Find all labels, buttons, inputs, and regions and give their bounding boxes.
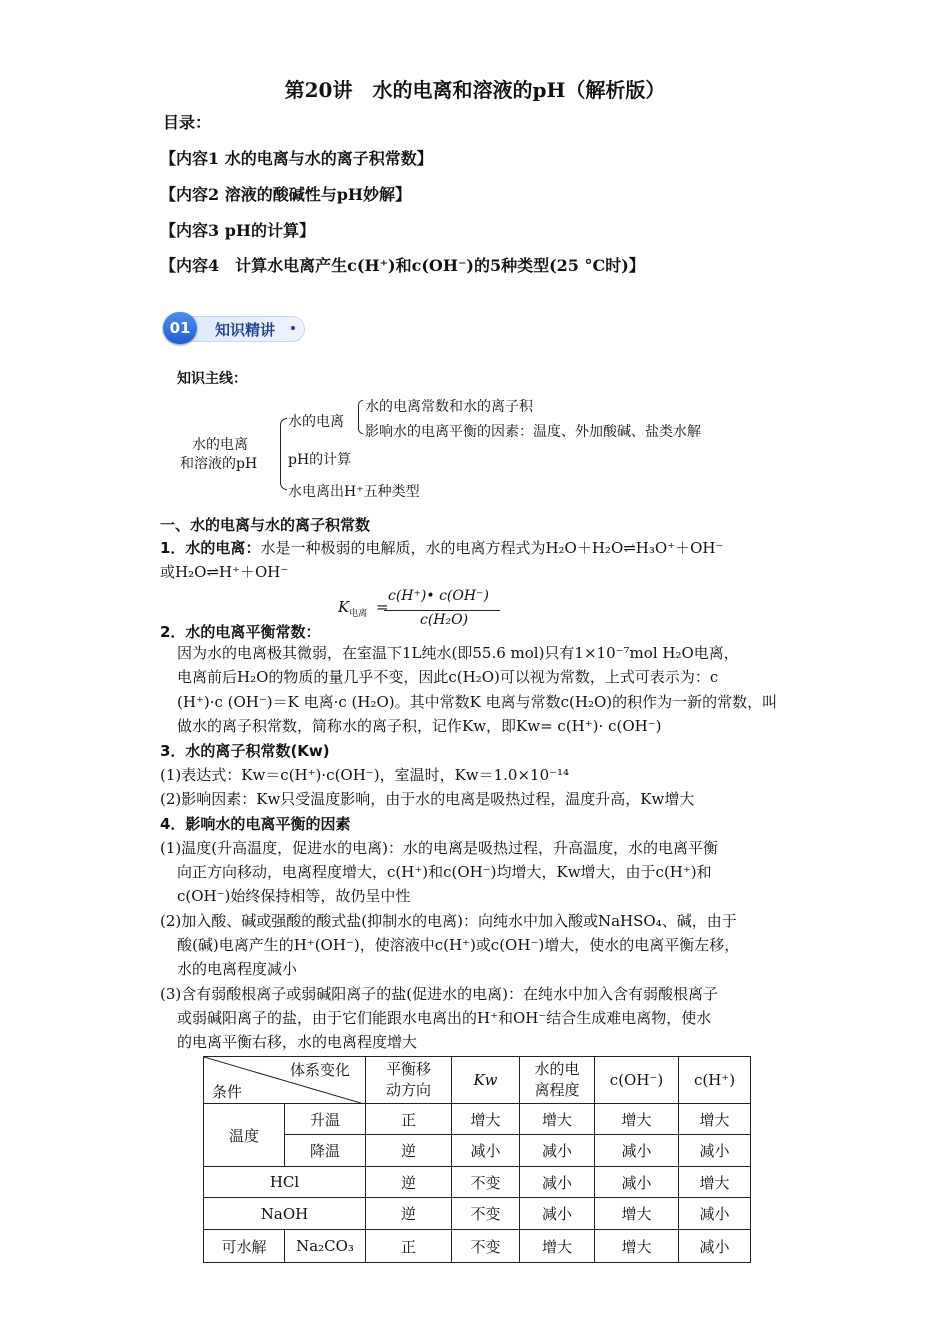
section-badge bbox=[163, 312, 311, 344]
mindmap-root-line1: 水的电离 bbox=[192, 437, 248, 453]
p4-2-line-2: 酸(碱)电离产生的H⁺(OH⁻)，使溶液中c(H⁺)或c(OH⁻)增大，使水的电离平衡左移， bbox=[177, 936, 740, 954]
cell: 减小 bbox=[679, 1198, 751, 1230]
p4-2-line-3: 水的电离程度减小 bbox=[177, 960, 298, 978]
mindmap-brace-sub bbox=[358, 400, 363, 434]
header-direction: 平衡移 动方向 bbox=[366, 1057, 452, 1104]
cell: 增大 bbox=[595, 1104, 679, 1135]
p4-3-line-2: 或弱碱阳离子的盐，由于它们能跟水电离出的H⁺和OH⁻结合生成难电离物，使水 bbox=[177, 1009, 712, 1027]
cell: 增大 bbox=[679, 1167, 751, 1198]
p2-line-4: 做水的离子积常数，简称水的离子积，记作Kw，即Kw= c(H⁺)· c(OH⁻) bbox=[177, 717, 662, 735]
cell: 增大 bbox=[520, 1230, 595, 1263]
table-corner-cell bbox=[204, 1057, 366, 1104]
cell: 减小 bbox=[520, 1167, 595, 1198]
row-cond: Na₂CO₃ bbox=[285, 1230, 366, 1263]
p1-text-2: 或H₂O⇌H⁺＋OH⁻ bbox=[160, 563, 289, 581]
cell: 增大 bbox=[679, 1104, 751, 1135]
p4-1-line-1: (1)温度(升高温度，促进水的电离)：水的电离是吸热过程，升高温度，水的电离平衡 bbox=[160, 839, 718, 857]
formula-k-sub: 电离 bbox=[349, 609, 368, 619]
p2-line-2: 电离前后H₂O的物质的量几乎不变，因此c(H₂O)可以视为常数，上式可表示为：c bbox=[177, 668, 719, 686]
row-group: 可水解 bbox=[204, 1230, 285, 1263]
p1-label: 1．水的电离： bbox=[160, 539, 261, 557]
mindmap-leaf-1b: 影响水的电离平衡的因素：温度、外加酸碱、盐类水解 bbox=[365, 424, 701, 440]
cell: 逆 bbox=[366, 1198, 452, 1230]
p2-line-1: 因为水的电离极其微弱，在室温下1L纯水(即55.6 mol)只有1×10⁻⁷mol H₂O电离， bbox=[177, 644, 739, 662]
cell: 减小 bbox=[520, 1135, 595, 1167]
badge-number: 01 bbox=[163, 312, 197, 344]
header-c-h: c(H⁺) bbox=[679, 1057, 751, 1104]
table-row bbox=[204, 1198, 751, 1230]
cell: 不变 bbox=[452, 1167, 520, 1198]
page-title: 第20讲 水的电离和溶液的pH（解析版） bbox=[284, 78, 666, 102]
p4-label: 4．影响水的电离平衡的因素 bbox=[160, 815, 351, 833]
paragraph-1 bbox=[160, 536, 723, 560]
cell: 减小 bbox=[452, 1135, 520, 1167]
section-heading-1: 一、水的电离与水的离子积常数 bbox=[160, 516, 371, 534]
formula-k: K bbox=[338, 598, 350, 616]
table-row bbox=[204, 1104, 751, 1135]
mindmap-branch-2: pH的计算 bbox=[288, 452, 352, 468]
cell: 不变 bbox=[452, 1198, 520, 1230]
badge-dot-icon bbox=[291, 326, 295, 330]
corner-top-label: 体系变化 bbox=[290, 1061, 351, 1079]
header-kw: Kw bbox=[452, 1057, 520, 1104]
formula-numerator: c(H⁺)• c(OH⁻) bbox=[388, 588, 489, 604]
toc-label: 目录： bbox=[163, 113, 212, 132]
row-cond: 升温 bbox=[285, 1104, 366, 1135]
mindmap-branch-3: 水电离出H⁺五种类型 bbox=[288, 484, 420, 500]
p4-3-line-1: (3)含有弱酸根离子或弱碱阳离子的盐(促进水的电离)：在纯水中加入含有弱酸根离子 bbox=[160, 985, 718, 1003]
p4-1-line-3: c(OH⁻)始终保持相等，故仍呈中性 bbox=[177, 887, 411, 905]
table-row bbox=[204, 1135, 751, 1167]
equilibrium-table bbox=[203, 1056, 751, 1263]
cell: 增大 bbox=[452, 1104, 520, 1135]
row-group: HCl bbox=[204, 1167, 366, 1198]
cell: 正 bbox=[366, 1104, 452, 1135]
cell: 逆 bbox=[366, 1135, 452, 1167]
header-ionization-degree: 水的电 离程度 bbox=[520, 1057, 595, 1104]
table-header-row bbox=[204, 1057, 751, 1104]
cell: 增大 bbox=[520, 1104, 595, 1135]
cell: 减小 bbox=[595, 1135, 679, 1167]
row-cond: 降温 bbox=[285, 1135, 366, 1167]
cell: 减小 bbox=[595, 1167, 679, 1198]
formula-denominator: c(H₂O) bbox=[420, 612, 469, 628]
mainline-label: 知识主线： bbox=[177, 371, 247, 387]
badge-label: 知识精讲 bbox=[215, 321, 276, 339]
p2-line-3: (H⁺)·c (OH⁻)＝K 电离·c (H₂O)。其中常数K 电离与常数c(H₂O)的积作为一新的常数，叫 bbox=[177, 693, 778, 711]
formula: $K_{电离}$ = bbox=[338, 598, 389, 619]
toc-item-1[interactable]: 【内容1 水的电离与水的离子积常数】 bbox=[160, 149, 433, 168]
p4-2-line-1: (2)加入酸、碱或强酸的酸式盐(抑制水的电离)：向纯水中加入酸或NaHSO₄、碱，由于 bbox=[160, 912, 737, 930]
cell: 正 bbox=[366, 1230, 452, 1263]
mindmap-branch-1: 水的电离 bbox=[288, 414, 344, 430]
formula-fraction-bar bbox=[384, 610, 500, 611]
toc-item-3[interactable]: 【内容3 pH的计算】 bbox=[160, 221, 316, 240]
p2-label: 2．水的电离平衡常数： bbox=[160, 623, 321, 641]
cell: 减小 bbox=[679, 1230, 751, 1263]
p1-text: 水是一种极弱的电解质，水的电离方程式为H₂O＋H₂O⇌H₃O⁺＋OH⁻ bbox=[260, 539, 724, 557]
toc-item-2[interactable]: 【内容2 溶液的酸碱性与pH妙解】 bbox=[160, 185, 412, 204]
cell: 减小 bbox=[520, 1198, 595, 1230]
header-c-oh: c(OH⁻) bbox=[595, 1057, 679, 1104]
p4-3-line-3: 的电离平衡右移，水的电离程度增大 bbox=[177, 1033, 418, 1051]
row-group: NaOH bbox=[204, 1198, 366, 1230]
cell: 增大 bbox=[595, 1230, 679, 1263]
table-row bbox=[204, 1230, 751, 1263]
p3-item-2: (2)影响因素：Kw只受温度影响，由于水的电离是吸热过程，温度升高，Kw增大 bbox=[160, 790, 695, 808]
p3-item-1: (1)表达式：Kw＝c(H⁺)·c(OH⁻)，室温时，Kw＝1.0×10⁻¹⁴ bbox=[160, 766, 570, 784]
corner-bottom-label: 条件 bbox=[212, 1083, 243, 1101]
cell: 不变 bbox=[452, 1230, 520, 1263]
p3-label: 3．水的离子积常数(Kw) bbox=[160, 742, 330, 760]
mindmap-root-line2: 和溶液的pH bbox=[180, 456, 258, 472]
toc-item-4[interactable]: 【内容4 计算水电离产生c(H⁺)和c(OH⁻)的5种类型(25 °C时)】 bbox=[160, 256, 645, 275]
mindmap-brace-main bbox=[280, 418, 287, 490]
row-group-temperature: 温度 bbox=[204, 1104, 285, 1167]
cell: 增大 bbox=[595, 1198, 679, 1230]
mindmap-leaf-1a: 水的电离常数和水的离子积 bbox=[365, 399, 533, 415]
cell: 逆 bbox=[366, 1167, 452, 1198]
p4-1-line-2: 向正方向移动，电离程度增大，c(H⁺)和c(OH⁻)均增大，Kw增大，由于c(H⁺)和 bbox=[177, 863, 712, 881]
table-row bbox=[204, 1167, 751, 1198]
cell: 减小 bbox=[679, 1135, 751, 1167]
